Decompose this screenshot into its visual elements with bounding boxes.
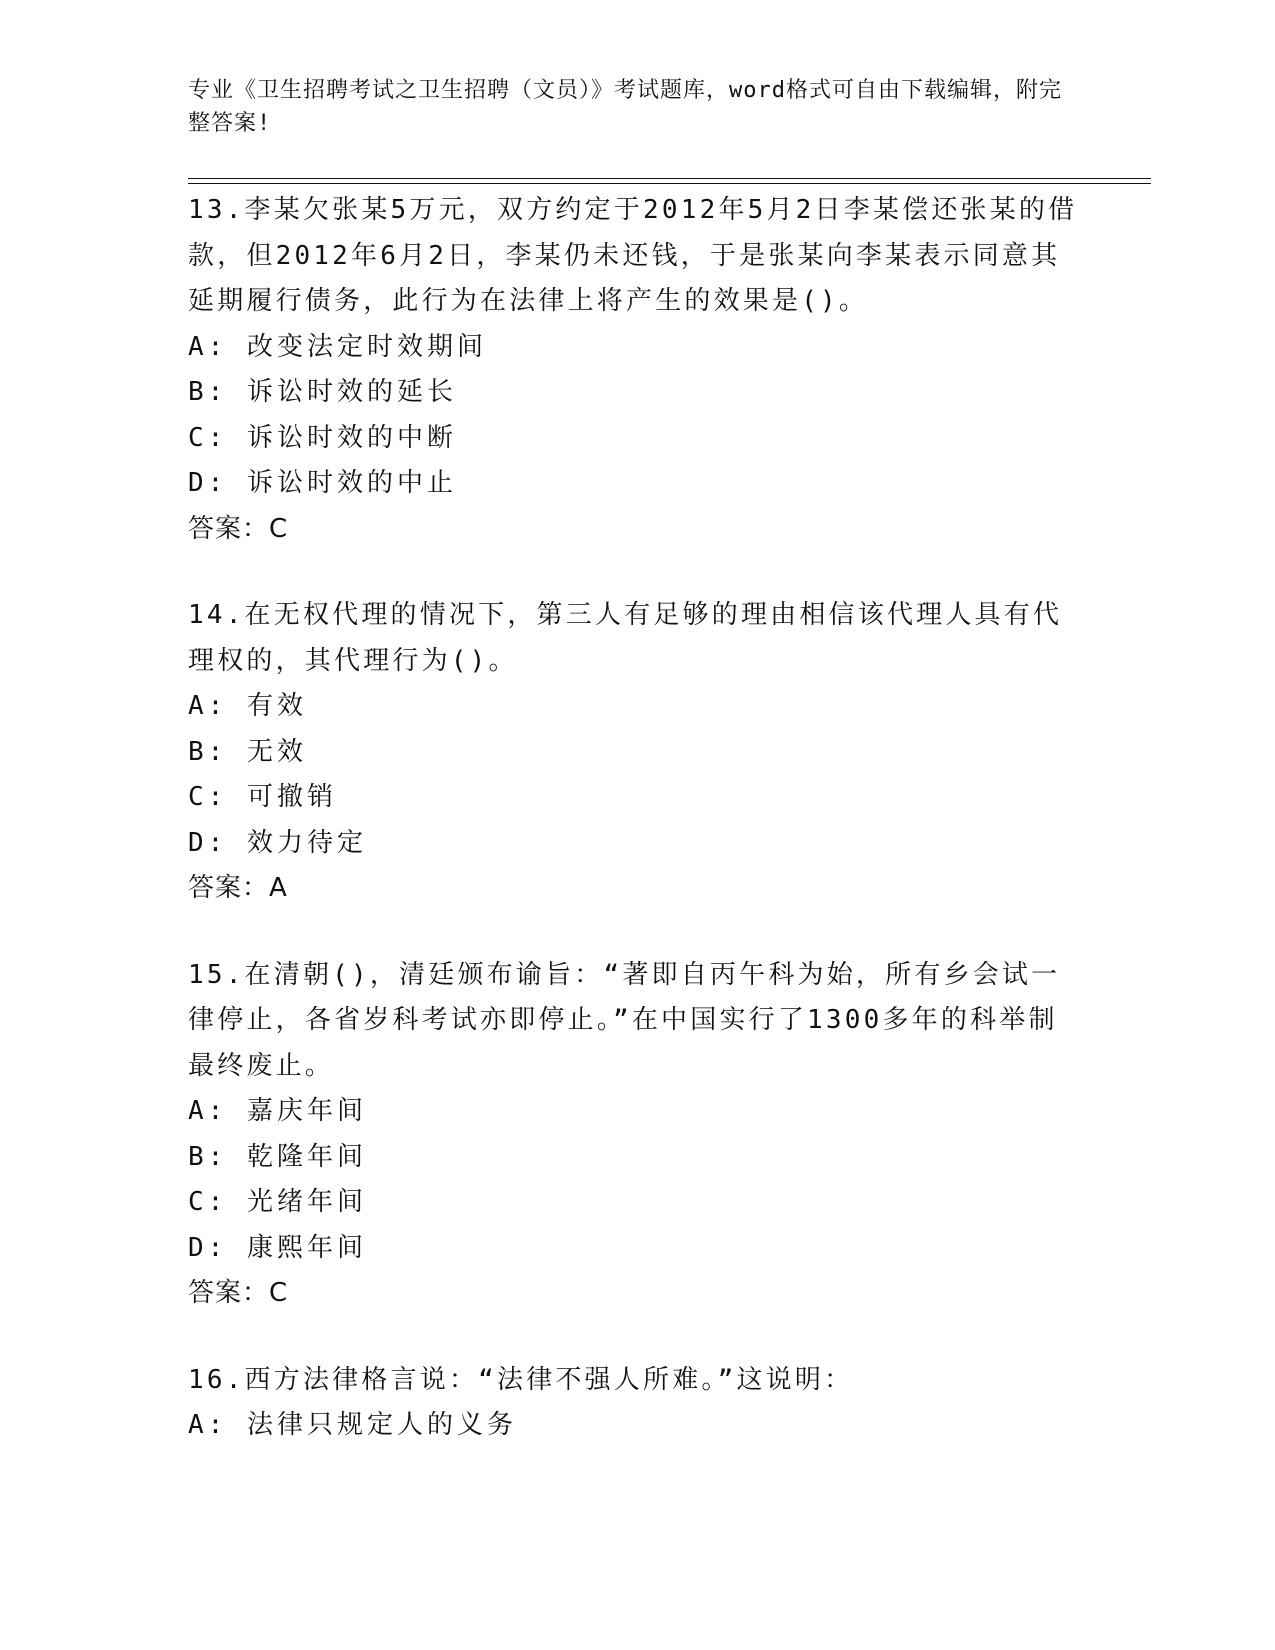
question-13 xyxy=(188,188,1078,552)
option-b: B: 无效 xyxy=(188,736,307,767)
question-stem: 13.李某欠张某5万元，双方约定于2012年5月2日李某偿还张某的借款，但2012年6月2日，李某仍未还钱，于是张某向李某表示同意其延期履行债务，此行为在法律上将产生的效果是()。 xyxy=(188,195,1078,316)
header-divider-top xyxy=(188,178,1151,179)
option-c: C: 可撤销 xyxy=(188,782,337,812)
option-d: D: 康熙年间 xyxy=(188,1232,367,1263)
option-a: A: 嘉庆年间 xyxy=(188,1096,367,1126)
header-divider-bottom xyxy=(188,183,1151,184)
question-15 xyxy=(188,953,1078,1317)
document-header: 专业《卫生招聘考试之卫生招聘（文员）》考试题库，word格式可自由下载编辑，附完整答案! xyxy=(188,78,1062,136)
option-b: B: 诉讼时效的延长 xyxy=(188,377,457,407)
option-d: D: 效力待定 xyxy=(188,827,367,858)
option-d: D: 诉讼时效的中止 xyxy=(188,468,457,498)
question-14 xyxy=(188,593,1078,912)
option-a: A: 有效 xyxy=(188,691,307,721)
option-c: C: 光绪年间 xyxy=(188,1187,367,1217)
question-stem: 15.在清朝()，清廷颁布谕旨：“著即自丙午科为始，所有乡会试一律停止，各省岁科考试亦即停止。”在中国实行了1300多年的科举制最终废止。 xyxy=(188,959,1061,1081)
option-c: C: 诉讼时效的中断 xyxy=(188,422,457,453)
question-stem: 16.西方法律格言说：“法律不强人所难。”这说明： xyxy=(188,1364,854,1395)
answer-label: 答案：C xyxy=(188,1278,289,1308)
option-a: A: 法律只规定人的义务 xyxy=(188,1410,517,1440)
question-16 xyxy=(188,1358,1078,1449)
question-stem: 14.在无权代理的情况下，第三人有足够的理由相信该代理人具有代理权的，其代理行为()。 xyxy=(188,600,1063,676)
question-list xyxy=(188,188,1078,1490)
answer-label: 答案：A xyxy=(188,873,288,903)
answer-label: 答案：C xyxy=(188,513,289,544)
option-a: A: 改变法定时效期间 xyxy=(188,331,487,362)
option-b: B: 乾隆年间 xyxy=(188,1141,367,1172)
